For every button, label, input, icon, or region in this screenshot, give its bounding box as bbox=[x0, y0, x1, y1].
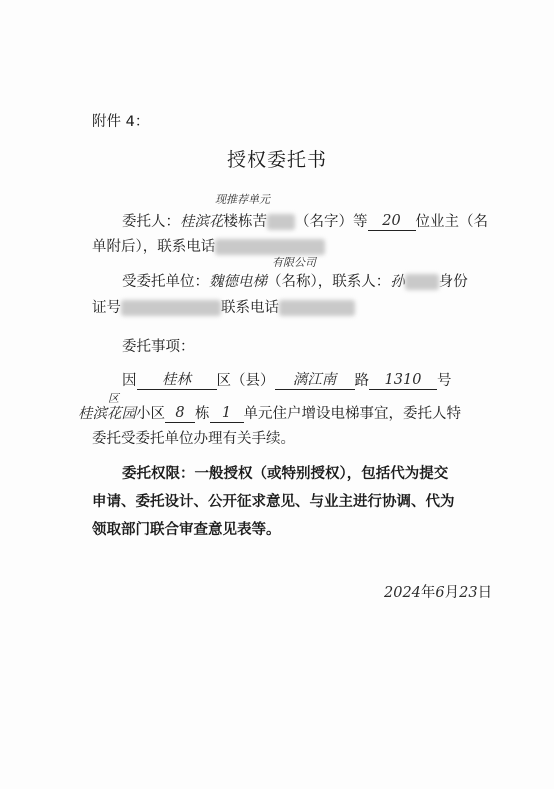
date-day-label: 日 bbox=[477, 585, 493, 601]
authority-line-1: 委托权限：一般授权（或特别授权），包括代为提交 bbox=[122, 466, 449, 482]
authority-line-2: 申请、委托设计、公开征求意见、与业主进行协调、代为 bbox=[92, 494, 455, 510]
matters-unit-text: 单元住户增设电梯事宜，委托人特 bbox=[243, 406, 461, 422]
entrusted-handwritten-note: 有限公司 bbox=[272, 256, 316, 269]
attachment-label: 附件 4： bbox=[92, 114, 150, 130]
principal-label: 委托人： bbox=[122, 214, 180, 230]
date-month: 6 bbox=[435, 585, 445, 601]
matters-community-label: 小区 bbox=[136, 406, 165, 422]
principal-handwritten-note: 现推荐单元 bbox=[215, 193, 270, 206]
date-year: 2024 bbox=[384, 585, 421, 601]
principal-name-hint: （名字）等 bbox=[295, 214, 368, 230]
signing-date bbox=[384, 584, 492, 602]
matters-building: 8 bbox=[165, 404, 195, 423]
matters-road: 漓江南 bbox=[275, 371, 355, 390]
principal-count: 20 bbox=[368, 212, 416, 231]
matters-city: 桂林 bbox=[137, 371, 217, 390]
date-month-label: 月 bbox=[444, 585, 460, 601]
matters-unit-number: 1 bbox=[210, 404, 244, 423]
entrusted-name-hint: （名称），联系人： bbox=[267, 274, 391, 290]
principal-line-1 bbox=[122, 212, 488, 231]
matters-number: 1310 bbox=[369, 371, 437, 390]
principal-owner-suffix: 位业主（名 bbox=[415, 214, 488, 230]
matters-community-note: 区 bbox=[108, 392, 119, 405]
entrusted-label: 受委托单位： bbox=[122, 274, 209, 290]
principal-phone-label: 单附后），联系电话 bbox=[92, 239, 216, 255]
document-title: 授权委托书 bbox=[226, 149, 327, 171]
matters-heading: 委托事项： bbox=[122, 339, 195, 355]
matters-prefix: 因 bbox=[122, 373, 137, 389]
matters-district-label: 区（县） bbox=[216, 373, 275, 389]
redacted-phone bbox=[215, 239, 325, 255]
matters-community: 桂滨花园 bbox=[78, 406, 136, 422]
matters-building-label: 栋 bbox=[195, 406, 210, 422]
authority-line-3: 领取部门联合审查意见表等。 bbox=[92, 522, 281, 538]
entrusted-id-label: 身份 bbox=[438, 274, 468, 290]
entrusted-handwritten-contact: 孙 bbox=[390, 274, 405, 290]
entrusted-line-2 bbox=[92, 299, 355, 317]
entrusted-phone-label: 联系电话 bbox=[221, 300, 279, 316]
redacted-phone bbox=[279, 300, 355, 316]
matters-road-label: 路 bbox=[354, 373, 369, 389]
matters-number-label: 号 bbox=[437, 373, 452, 389]
matters-line-3: 委托受委托单位办理有关手续。 bbox=[92, 431, 295, 447]
date-day: 23 bbox=[459, 585, 478, 601]
redacted-id-number bbox=[121, 300, 221, 316]
entrusted-handwritten-unit: 魏德电梯 bbox=[209, 274, 267, 290]
entrusted-id-number-label: 证号 bbox=[92, 300, 121, 316]
redacted-contact bbox=[405, 274, 439, 290]
matters-line-2 bbox=[78, 404, 461, 423]
principal-building-text: 楼栋苦 bbox=[223, 214, 267, 230]
redacted-block bbox=[267, 214, 295, 230]
date-year-label: 年 bbox=[420, 585, 436, 601]
principal-handwritten-name: 桂滨花 bbox=[180, 214, 224, 230]
matters-line-1 bbox=[122, 371, 452, 390]
entrusted-line-1 bbox=[122, 273, 468, 291]
